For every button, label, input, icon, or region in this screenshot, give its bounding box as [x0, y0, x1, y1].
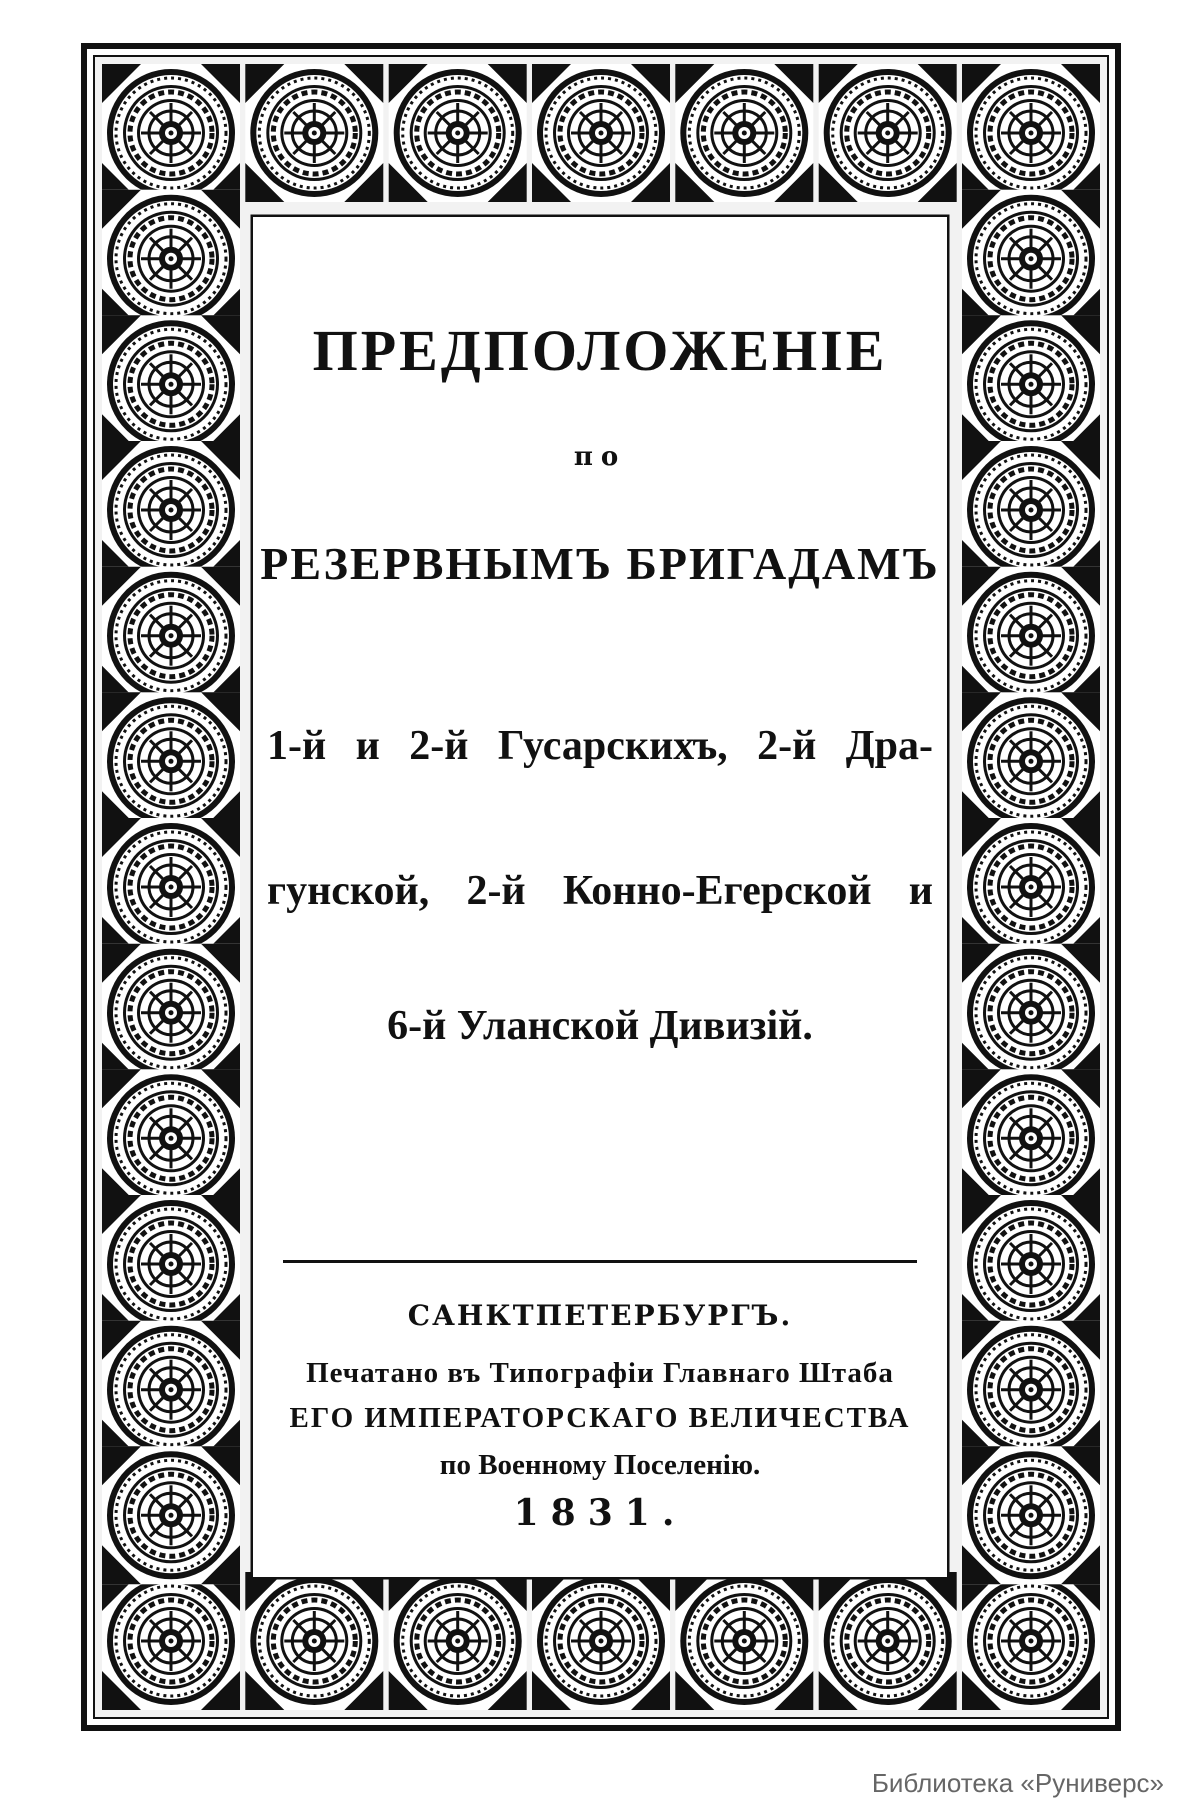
title-line-2: гунской, 2-й Конно-Егерской и	[267, 868, 933, 914]
rosette-ornament	[102, 1446, 240, 1584]
divider-rule	[283, 1260, 917, 1263]
imprint-line-3: по Военному Поселенію.	[439, 1449, 761, 1481]
rosette-ornament	[102, 818, 240, 956]
rosette-ornament	[532, 64, 670, 202]
rosette-ornament	[962, 567, 1100, 705]
book-title: ПРЕДПОЛОЖЕНІЕ	[312, 318, 888, 383]
rosette-ornament	[389, 1572, 527, 1710]
rosette-ornament	[962, 190, 1100, 328]
rosette-ornament	[102, 190, 240, 328]
rosette-ornament	[962, 818, 1100, 956]
title-subject: РЕЗЕРВНЫМЪ БРИГАДАМЪ	[260, 538, 940, 589]
title-area	[253, 217, 947, 1577]
rosette-ornament	[102, 441, 240, 579]
imprint-line-2: ЕГО ИМПЕРАТОРСКАГО ВЕЛИЧЕСТВА	[289, 1402, 911, 1434]
rosette-ornament	[102, 315, 240, 453]
rosette-ornament	[962, 1446, 1100, 1584]
title-line-3: 6-й Уланской Дивизій.	[387, 1003, 813, 1049]
rosette-ornament	[962, 944, 1100, 1082]
title-preposition: по	[573, 442, 627, 472]
rosette-ornament	[962, 315, 1100, 453]
title-line-1: 1-й и 2-й Гусарскихъ, 2-й Дра-	[267, 723, 933, 769]
rosette-ornament	[532, 1572, 670, 1710]
rosette-ornament	[675, 1572, 813, 1710]
rosette-ornament	[962, 64, 1100, 202]
imprint-city: САНКТПЕТЕРБУРГЪ.	[407, 1299, 793, 1332]
imprint-year: 1831.	[513, 1492, 687, 1534]
rosette-ornament	[102, 64, 240, 202]
rosette-ornament	[962, 1572, 1100, 1710]
rosette-ornament	[102, 1321, 240, 1459]
rosette-ornament	[102, 1195, 240, 1333]
rosette-ornament	[245, 1572, 383, 1710]
rosette-ornament	[102, 692, 240, 830]
rosette-ornament	[102, 1069, 240, 1207]
rosette-ornament	[962, 1069, 1100, 1207]
rosette-ornament	[389, 64, 527, 202]
library-watermark: Библиотека «Руниверс»	[871, 1768, 1164, 1798]
rosette-ornament	[962, 441, 1100, 579]
rosette-ornament	[819, 64, 957, 202]
rosette-ornament	[675, 64, 813, 202]
rosette-ornament	[102, 944, 240, 1082]
imprint-line-1: Печатано въ Типографіи Главнаго Штаба	[306, 1357, 894, 1389]
rosette-ornament	[962, 692, 1100, 830]
rosette-ornament	[102, 1572, 240, 1710]
rosette-ornament	[962, 1195, 1100, 1333]
rosette-ornament	[962, 1321, 1100, 1459]
rosette-ornament	[102, 567, 240, 705]
rosette-ornament	[245, 64, 383, 202]
rosette-ornament	[819, 1572, 957, 1710]
